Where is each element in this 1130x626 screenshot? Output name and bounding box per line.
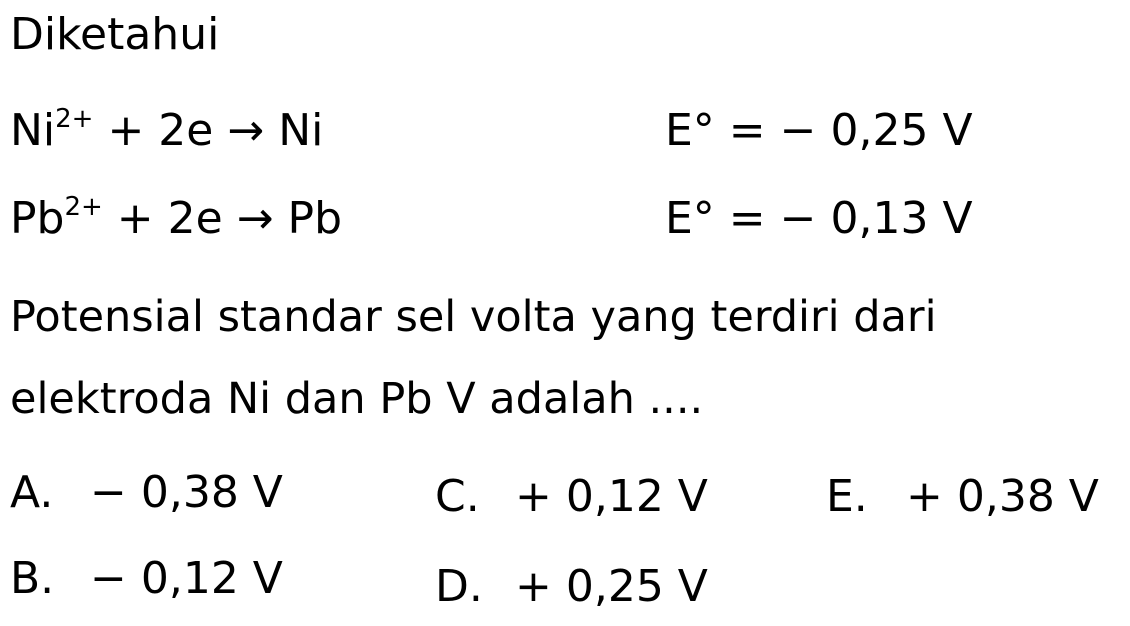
reaction-pb bbox=[10, 192, 342, 246]
option-c bbox=[435, 470, 708, 524]
reaction-ni-charge: 2+ bbox=[55, 104, 94, 135]
reaction-pb-charge: 2+ bbox=[64, 192, 103, 223]
potential-ni: E° = − 0,25 V bbox=[665, 105, 973, 156]
option-c-value: + 0,12 V bbox=[515, 471, 708, 522]
reaction-pb-ion: Pb bbox=[10, 193, 65, 244]
question-line-2: elektroda Ni dan Pb V adalah .... bbox=[10, 374, 704, 424]
option-a-letter: A. bbox=[10, 467, 54, 518]
option-a bbox=[10, 466, 283, 520]
option-b-value: − 0,12 V bbox=[90, 553, 283, 604]
option-d-letter: D. bbox=[435, 561, 483, 612]
option-b-letter: B. bbox=[10, 553, 55, 604]
option-a-value: − 0,38 V bbox=[90, 467, 283, 518]
option-d bbox=[435, 560, 708, 614]
option-e bbox=[826, 470, 1099, 524]
reaction-ni-ion: Ni bbox=[10, 105, 56, 156]
intro-text: Diketahui bbox=[10, 9, 220, 60]
option-d-value: + 0,25 V bbox=[515, 561, 708, 612]
potential-pb: E° = − 0,13 V bbox=[665, 193, 973, 244]
option-e-value: + 0,38 V bbox=[906, 471, 1099, 522]
option-c-letter: C. bbox=[435, 471, 480, 522]
reaction-ni bbox=[10, 104, 323, 158]
reaction-pb-rest: + 2e → Pb bbox=[102, 193, 343, 244]
option-e-letter: E. bbox=[826, 471, 868, 522]
option-b bbox=[10, 552, 283, 606]
reaction-ni-rest: + 2e → Ni bbox=[93, 105, 324, 156]
question-line-1: Potensial standar sel volta yang terdiri dari bbox=[10, 292, 937, 342]
